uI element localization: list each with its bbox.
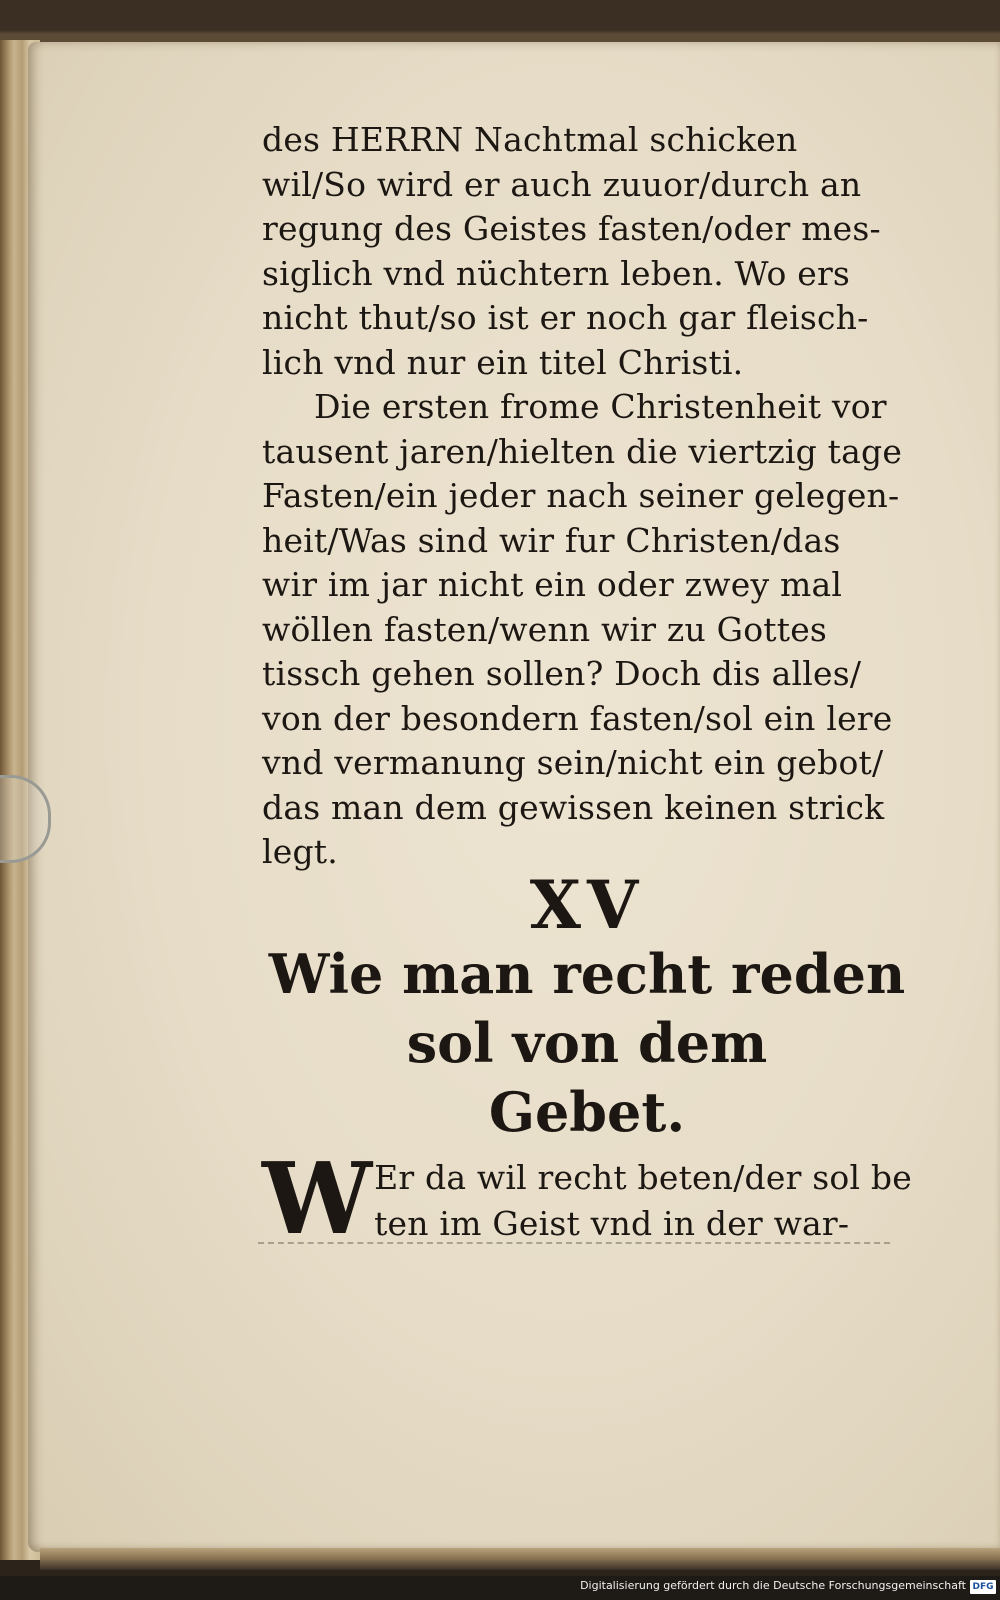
- text-line: von der besondern fasten/sol ein lere: [262, 698, 893, 738]
- text-line: tissch gehen sollen? Doch dis alles/: [262, 654, 862, 693]
- text-line: heit/Was sind wir fur Christen/das: [262, 520, 841, 560]
- chapter-title-line: Wie man recht reden: [268, 942, 906, 1006]
- text-line: das man dem gewissen keinen strick: [262, 787, 885, 827]
- footer-bar: [0, 1576, 1000, 1600]
- text-line: legt.: [262, 832, 338, 871]
- footer-credit: Digitalisierung gefördert durch die Deutsche Forschungsgemeinschaft: [580, 1579, 966, 1592]
- text-line: Er da wil recht beten/der sol be: [374, 1158, 912, 1197]
- text-line: tausent jaren/hielten die viertzig tage: [262, 431, 903, 471]
- text-line: Die ersten frome Christenheit vor: [314, 387, 887, 426]
- text-baseline-rule: [258, 1242, 890, 1244]
- body-text-block: [262, 118, 912, 875]
- text-line: nicht thut/so ist er noch gar fleisch-: [262, 298, 869, 337]
- chapter-title-line: Gebet.: [488, 1080, 686, 1144]
- chapter-title: [262, 940, 912, 1147]
- text-line: siglich vnd nüchtern leben. Wo ers: [262, 253, 851, 293]
- text-line: ten im Geist vnd in der war-: [374, 1204, 850, 1243]
- text-line: vnd vermanung sein/nicht ein gebot/: [262, 743, 884, 782]
- text-line: wir im jar nicht ein oder zwey mal: [262, 565, 843, 604]
- text-line: regung des Geistes fasten/oder mes-: [262, 209, 881, 248]
- text-line: wil/So wird er auch zuuor/durch an: [262, 164, 862, 204]
- chapter-title-line: sol von dem: [406, 1011, 768, 1075]
- text-line: des HERRN Nachtmal schicken: [262, 120, 798, 159]
- text-line: wöllen fasten/wenn wir zu Gottes: [262, 609, 828, 649]
- drop-cap: W: [262, 1142, 373, 1257]
- text-line: Fasten/ein jeder nach seiner gelegen-: [262, 476, 900, 515]
- dfg-logo: DFG: [970, 1580, 996, 1594]
- page-bottom-edge: [40, 1548, 1000, 1570]
- chapter-body: [262, 1142, 912, 1257]
- chapter-number: XV: [529, 866, 645, 944]
- text-line: lich vnd nur ein titel Christi.: [262, 342, 744, 382]
